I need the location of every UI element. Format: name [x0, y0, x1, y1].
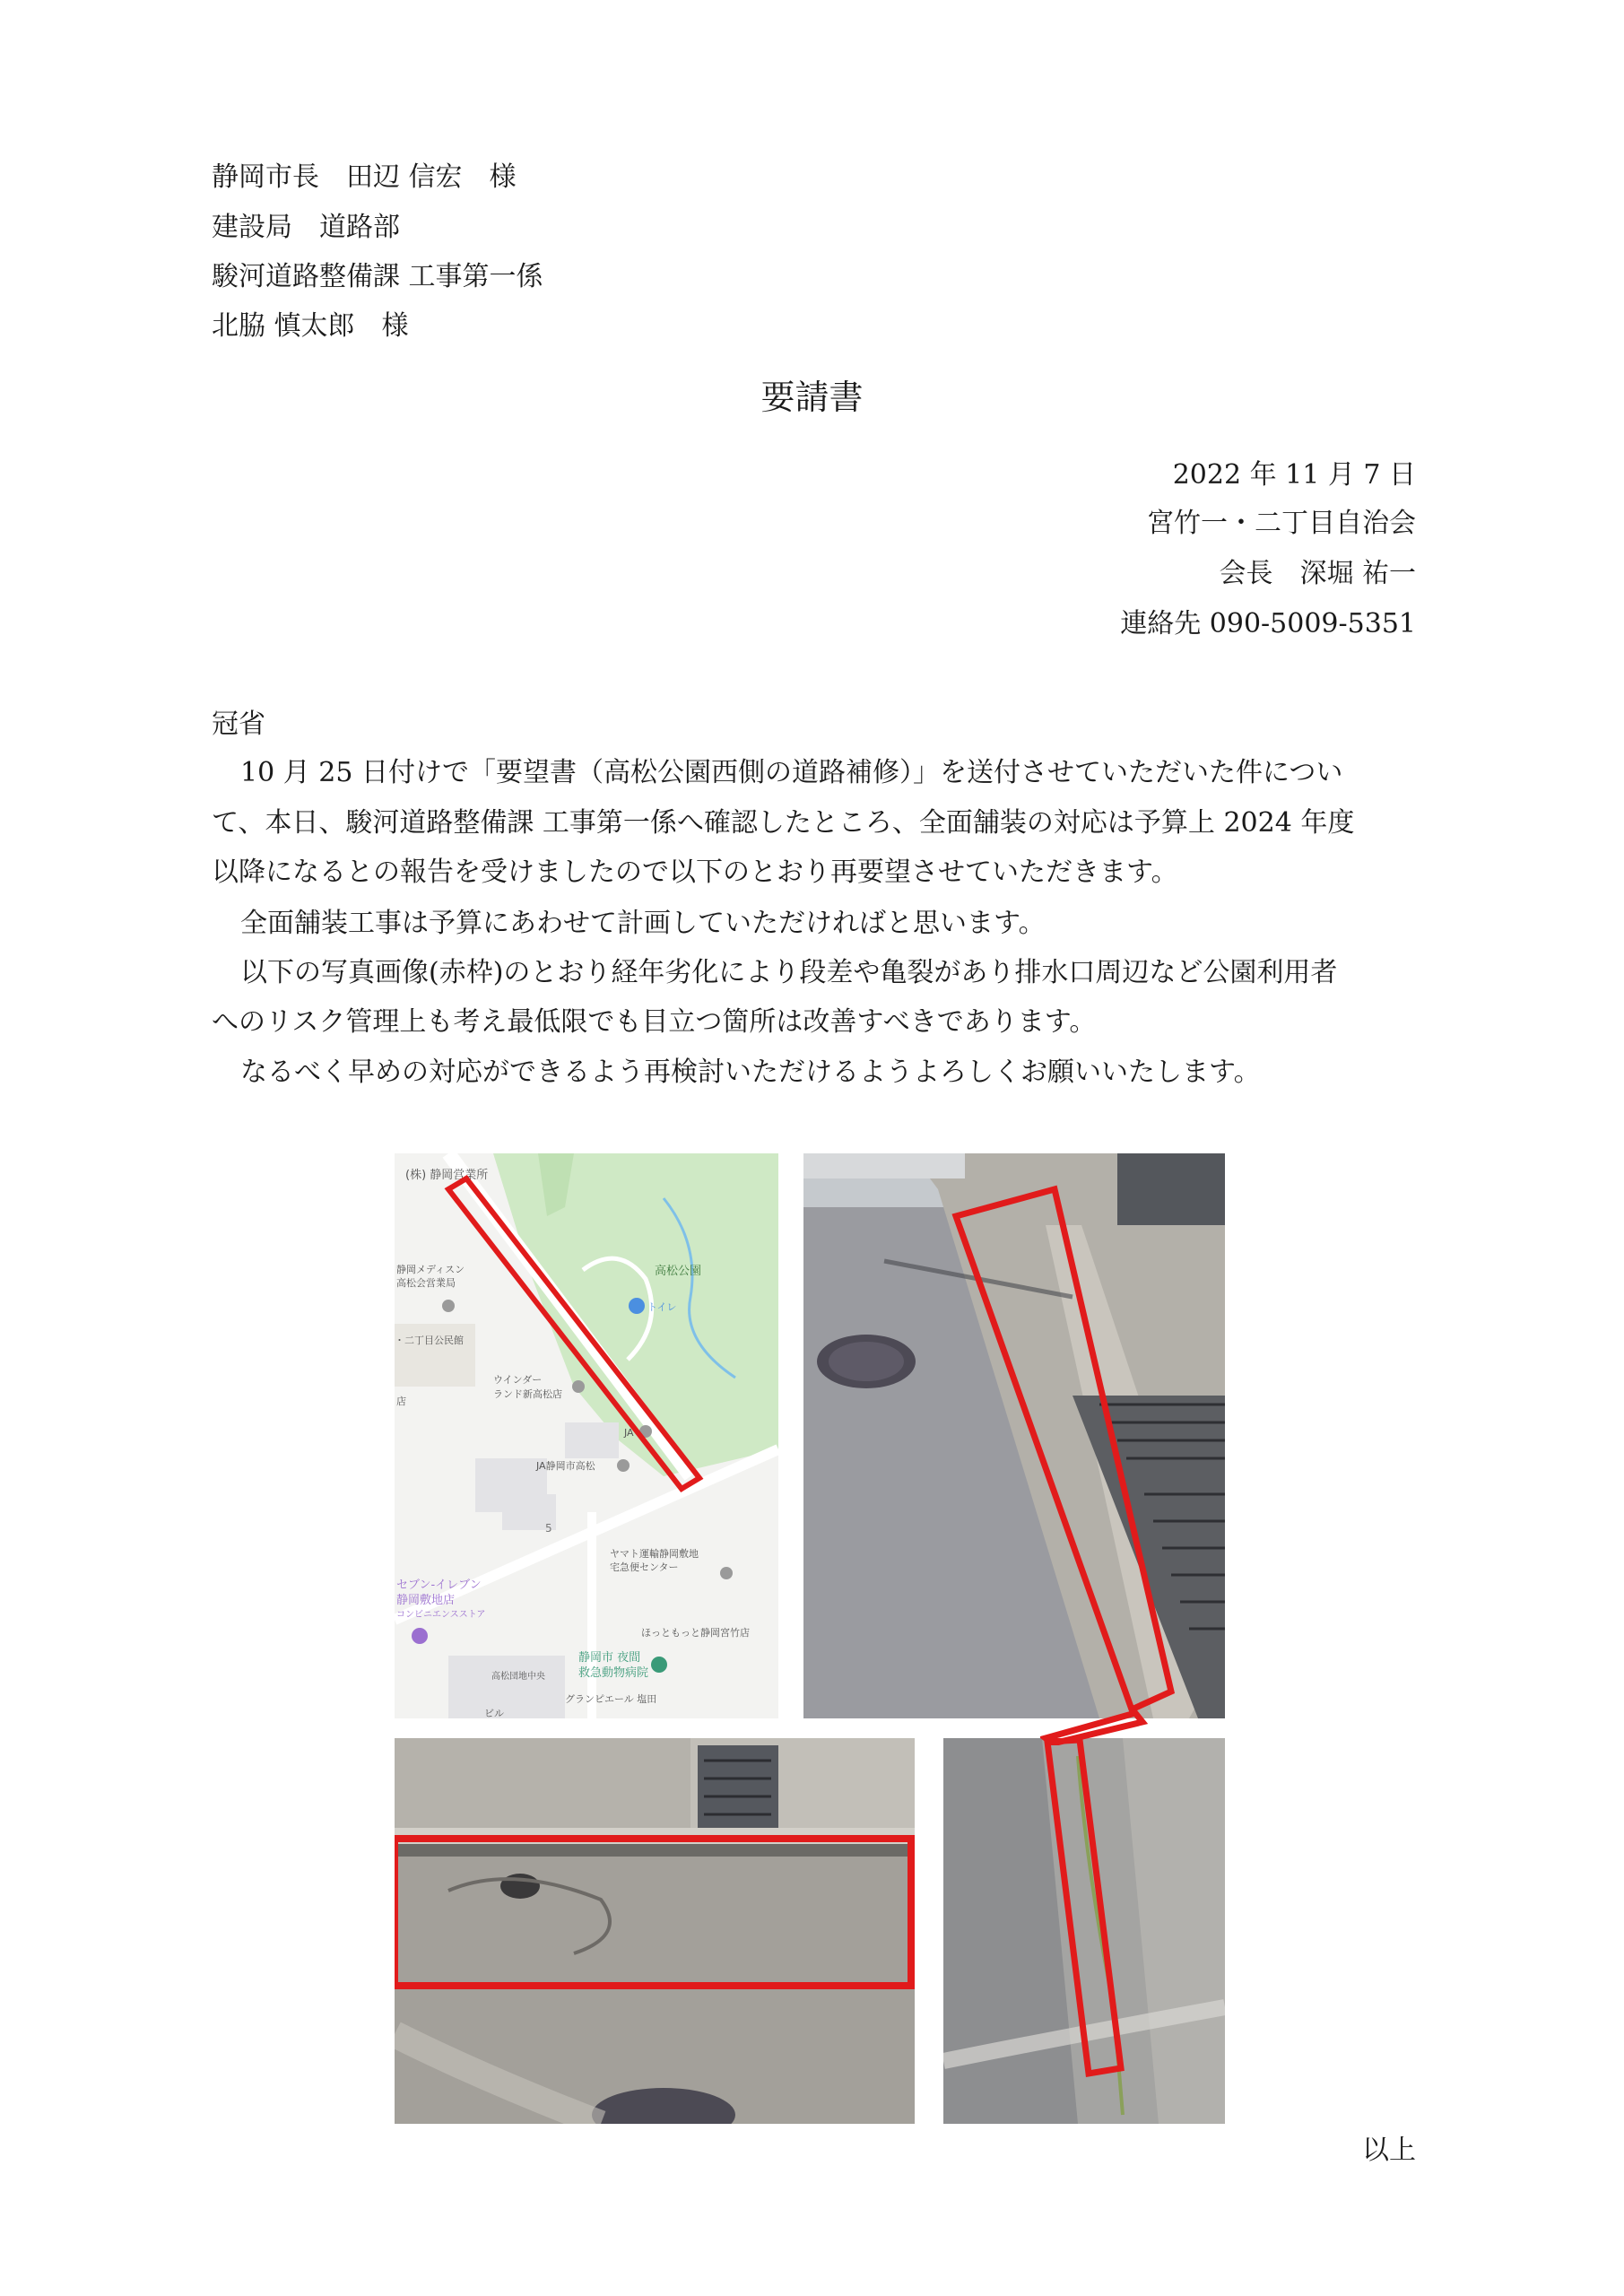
body-paragraph-4: なるべく早めの対応ができるよう再検討いただけるようよろしくお願いいたします。 [240, 1057, 1261, 1088]
addressee-mayor: 静岡市長 田辺 信宏 様 [212, 161, 517, 193]
map-label-hotmotto: ほっともっと静岡宮竹店 [641, 1627, 750, 1639]
closing-remark: 以上 [1362, 2135, 1416, 2166]
salutation: 冠省 [212, 709, 265, 740]
map-label-toilet: トイレ [647, 1301, 677, 1313]
map-label-takamatsu-center: 高松団地中央 [491, 1672, 545, 1682]
map-label-bldg: ビル [484, 1708, 504, 1718]
addressee-person: 北脇 慎太郎 様 [212, 310, 409, 342]
hospital-pin-icon [651, 1657, 667, 1673]
road-photo-crack [943, 1738, 1225, 2124]
document-title: 要請書 [760, 378, 864, 417]
map-pin-icon [720, 1567, 733, 1579]
map-label-wonder-2: ランド新高松店 [493, 1388, 562, 1400]
road-photo-pothole [395, 1738, 915, 2124]
addressee-bureau: 建設局 道路部 [212, 212, 400, 243]
map-label-hospital: 静岡市 夜間 [578, 1651, 641, 1665]
body-paragraph-2: 全面舗装工事は予算にあわせて計画していただければと思います。 [240, 908, 1046, 939]
document-date: 2022 年 11 月 7 日 [1172, 459, 1416, 491]
convenience-store-pin-icon [412, 1628, 428, 1644]
road-photo-gutter [803, 1153, 1225, 1718]
map-label-seven-2: 静岡敷地店 [396, 1594, 456, 1607]
body-paragraph-1-line-3: 以降になるとの報告を受けましたので以下のとおり再要望させていただきます。 [212, 857, 1178, 888]
map-label-yamato: ヤマト運輸静岡敷地 [610, 1548, 699, 1560]
map-pin-icon [572, 1380, 585, 1393]
map-graphic [395, 1153, 778, 1718]
map-label-yamato-2: 宅急便センター [610, 1561, 679, 1573]
map-label-mediscan: 静岡メディスン [396, 1264, 465, 1275]
toilet-pin-icon [629, 1298, 645, 1314]
road-photo-pothole-graphic [395, 1738, 915, 2124]
body-paragraph-1-line-2: て、本日、駿河道路整備課 工事第一係へ確認したところ、全面舗装の対応は予算上 2024 年度 [212, 807, 1355, 839]
map-pin-icon [442, 1300, 455, 1312]
map-image [395, 1153, 778, 1718]
map-label-ja-short: JA [624, 1427, 634, 1439]
map-label-grand: グランピエール 塩田 [565, 1693, 657, 1705]
map-pin-icon [617, 1459, 630, 1472]
sender-contact: 連絡先 090-5009-5351 [1120, 608, 1416, 639]
map-label-hospital-2: 救急動物病院 [578, 1666, 649, 1680]
map-label-wonder: ウインダー [493, 1374, 543, 1386]
map-label-block: 5 [545, 1522, 552, 1535]
road-photo-gutter-graphic [803, 1153, 1225, 1718]
map-label-seven-3: コンビニエンスストア [396, 1610, 486, 1620]
sender-chair: 会長 深堀 祐一 [1219, 558, 1416, 589]
annotation-connector [1040, 1709, 1148, 1745]
map-label-ja: JA静岡市高松 [536, 1460, 595, 1472]
body-paragraph-3-line-2: へのリスク管理上も考え最低限でも目立つ箇所は改善すべきであります。 [212, 1006, 1097, 1038]
body-paragraph-1-line-1: 10 月 25 日付けで「要望書（高松公園西側の道路補修）」を送付させていただいた件につい [240, 757, 1343, 788]
body-paragraph-3-line-1: 以下の写真画像(赤枠)のとおり経年劣化により段差や亀裂があり排水口周辺など公園利用者 [240, 957, 1338, 988]
sender-organization: 宮竹一・二丁目自治会 [1147, 508, 1416, 539]
map-label-office: (株) 静岡営業所 [405, 1169, 489, 1182]
map-label-store: 店 [396, 1396, 406, 1407]
map-label-mediscan-2: 高松会営業局 [396, 1277, 456, 1289]
map-label-park: 高松公園 [655, 1265, 702, 1278]
addressee-section: 駿河道路整備課 工事第一係 [212, 261, 543, 292]
map-label-hall: ・二丁目公民館 [395, 1335, 464, 1346]
map-label-seven: セブン-イレブン [396, 1578, 482, 1592]
road-photo-crack-graphic [943, 1738, 1225, 2124]
